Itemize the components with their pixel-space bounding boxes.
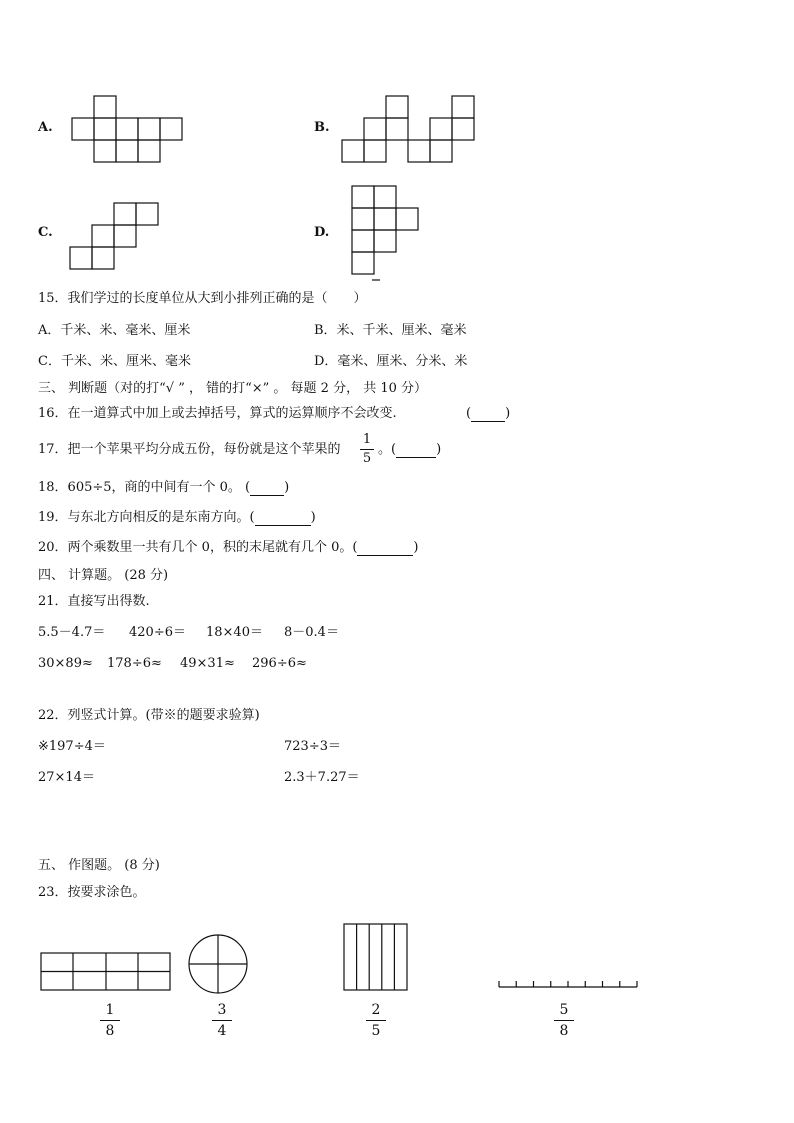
fraction-bar (100, 1020, 120, 1021)
option-b-label: B. (314, 120, 330, 135)
fraction-numerator: 1 (105, 1002, 115, 1018)
q22-item: ※197÷4＝ (38, 739, 106, 754)
fraction-denominator: 5 (362, 451, 372, 466)
q21-item: 420÷6＝ (129, 625, 186, 640)
q16-answer: ( ) (466, 406, 511, 421)
fraction-denominator: 8 (105, 1023, 115, 1039)
q21-stem: 21．直接写出得数. (38, 594, 150, 609)
q15-stem: 15．我们学过的长度单位从大到小排列正确的是（ ） (38, 291, 367, 306)
fraction-numerator: 5 (559, 1002, 569, 1018)
section-5-heading: 五、 作图题。 (8 分) (38, 858, 160, 873)
q21-item: 8－0.4＝ (284, 625, 339, 640)
fraction-denominator: 4 (217, 1023, 227, 1039)
q16-text: 16．在一道算式中加上或去掉括号，算式的运算顺序不会改变. (38, 406, 397, 421)
fraction-denominator: 8 (559, 1023, 569, 1039)
fraction-bar (554, 1020, 574, 1021)
q19-text: 19．与东北方向相反的是东南方向。( ) (38, 510, 316, 525)
q21-item: 178÷6≈ (107, 656, 162, 671)
fraction-one-eighth (100, 1002, 120, 1039)
fraction-numerator: 2 (371, 1002, 381, 1018)
q22-item: 723÷3＝ (284, 739, 341, 754)
section-4-heading: 四、 计算题。 (28 分) (38, 568, 169, 583)
section-3-heading: 三、 判断题（对的打“√ ” ， 错的打“×” 。 每题 2 分， 共 10 分） (38, 381, 428, 396)
q15-option-d: D．毫米、厘米、分米、米 (314, 354, 468, 369)
fraction-five-eighths (554, 1002, 574, 1039)
q17-stem: 17．把一个苹果平均分成五份，每份就是这个苹果的 (38, 442, 341, 457)
q18-text: 18．605÷5，商的中间有一个 0。 ( ) (38, 480, 290, 495)
q21-item: 30×89≈ (38, 656, 93, 671)
fraction-two-fifths (366, 1002, 386, 1039)
q15-option-c: C．千米、米、厘米、毫米 (38, 354, 191, 369)
fraction-bar (212, 1020, 232, 1021)
q23-stem: 23．按要求涂色。 (38, 885, 146, 900)
fraction-bar (366, 1020, 386, 1021)
q20-text: 20．两个乘数里一共有几个 0，积的末尾就有几个 0。( ) (38, 540, 419, 555)
option-d-label: D. (314, 225, 330, 240)
q22-item: 2.3＋7.27＝ (284, 770, 360, 785)
option-a-label: A. (38, 120, 53, 135)
fraction-denominator: 5 (371, 1023, 381, 1039)
q21-item: 49×31≈ (180, 656, 235, 671)
q17-answer: 。( ) (378, 442, 442, 457)
q21-item: 296÷6≈ (252, 656, 307, 671)
option-c-label: C. (38, 225, 53, 240)
fraction-numerator: 1 (362, 432, 372, 447)
q15-option-b: B．米、千米、厘米、毫米 (314, 323, 467, 338)
q21-item: 18×40＝ (206, 625, 263, 640)
fraction-numerator: 3 (217, 1002, 227, 1018)
q15-option-a: A．千米、米、毫米、厘米 (38, 323, 191, 338)
q22-stem: 22．列竖式计算。(带※的题要求验算) (38, 708, 260, 723)
q21-item: 5.5－4.7＝ (38, 625, 106, 640)
q22-item: 27×14＝ (38, 770, 95, 785)
fraction-three-quarters (212, 1002, 232, 1039)
